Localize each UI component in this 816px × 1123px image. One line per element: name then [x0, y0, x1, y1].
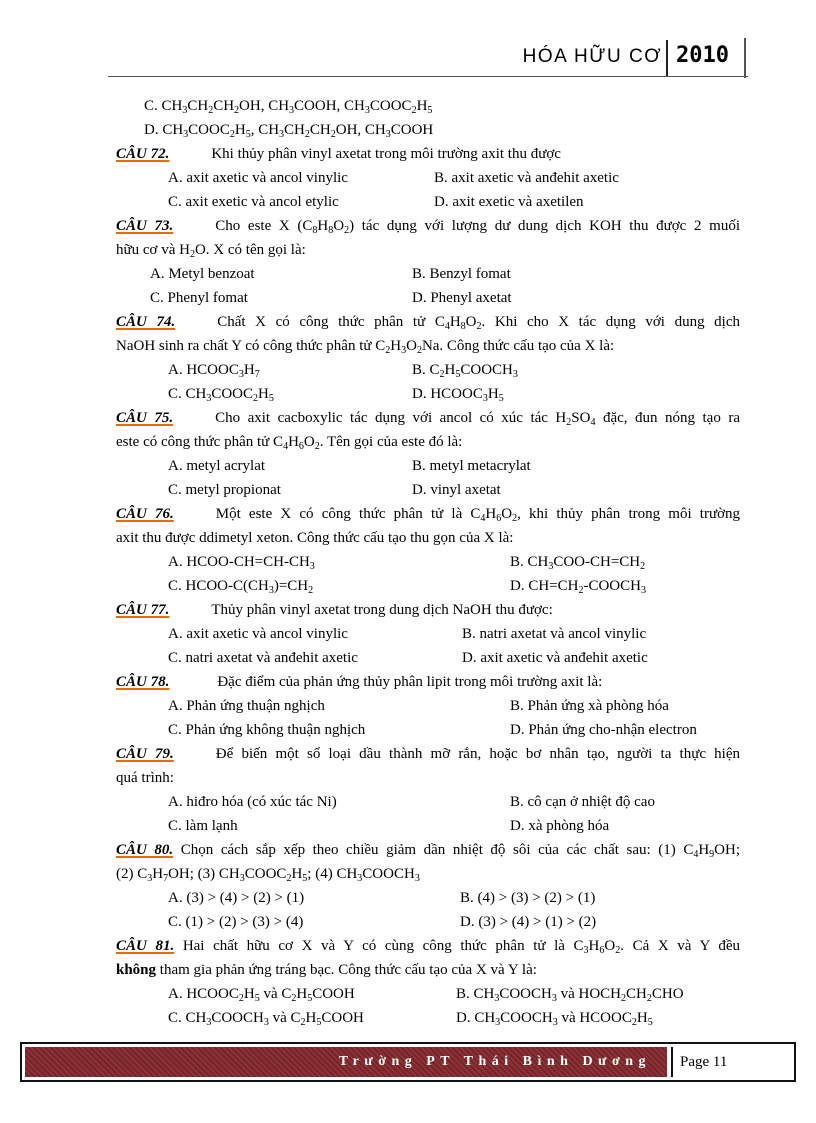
- option-d: D. vinyl axetat: [412, 482, 501, 498]
- options-row: [116, 718, 740, 742]
- question-label: CÂU 80.: [116, 842, 174, 858]
- option-c: C. natri axetat và anđehit axetic: [168, 650, 358, 666]
- header-year: 2010: [676, 43, 729, 68]
- options-row: [116, 694, 740, 718]
- question-74: [116, 310, 740, 334]
- option-c: C. HCOO-$C(CH_3)=CH_2$: [168, 578, 314, 596]
- option-d: D. Phản ứng cho-nhận electron: [510, 722, 697, 738]
- option-d: D. axit exetic và axetilen: [434, 194, 584, 210]
- footer-band: [25, 1047, 667, 1077]
- option-b: B. $CH_3COO-CH=CH_2$: [510, 554, 646, 572]
- option-d: D. $CH=CH_2-COOCH_3$: [510, 578, 646, 596]
- options-row: [116, 454, 740, 478]
- option-c: C. metyl propionat: [168, 482, 281, 498]
- question-stem-cont: hữu cơ và $H_2O$. X có tên gọi là:: [116, 242, 306, 260]
- question-label: CÂU 76.: [116, 506, 174, 522]
- prev-option-d: D. $CH_3COOC_2H_5$, $CH_3CH_2CH_2OH$, $CH_3COOH$: [144, 122, 434, 140]
- question-list: [116, 94, 740, 1030]
- footer-school: Trường PT Thái Bình Dương: [338, 1054, 651, 1069]
- option-b: B. (4) > (3) > (2) > (1): [460, 890, 596, 906]
- question-stem-cont: [116, 958, 740, 982]
- question-stem: Chọn cách sắp xếp theo chiều giảm dần nhiệt độ sôi của các chất sau: (1) $C_4H_9OH$;: [180, 842, 741, 860]
- question-label: CÂU 72.: [116, 146, 170, 162]
- question-label: CÂU 79.: [116, 746, 174, 762]
- page-footer: [20, 1042, 796, 1082]
- option-a: A. $HCOOC_3H_7$: [168, 362, 260, 380]
- option-a: A. $HCOOC_2H_5$ và $C_2H_5COOH$: [168, 986, 355, 1004]
- options-row: [116, 790, 740, 814]
- options-row: [116, 382, 740, 406]
- question-stem-cont: axit thu được ddimetyl xeton. Công thức cấu tạo thu gọn của X là:: [116, 530, 514, 546]
- options-row: [116, 574, 740, 598]
- question-81: [116, 934, 740, 958]
- option-b: B. axit axetic và anđehit axetic: [434, 170, 619, 186]
- option-d: D. xà phòng hóa: [510, 818, 610, 834]
- header-separator: [666, 40, 668, 76]
- options-row: [116, 1006, 740, 1030]
- question-77: [116, 598, 740, 622]
- question-76: [116, 502, 740, 526]
- option-a: A. metyl acrylat: [168, 458, 266, 474]
- option-c: C. (1) > (2) > (3) > (4): [168, 914, 304, 930]
- question-label: CÂU 77.: [116, 602, 170, 618]
- header-subject: HÓA HỮU CƠ: [522, 46, 662, 67]
- footer-separator: [671, 1047, 673, 1077]
- question-72: [116, 142, 740, 166]
- question-stem: Để biến một số loại dầu thành mỡ rắn, hoặc bơ nhân tạo, người ta thực hiện: [215, 746, 741, 762]
- options-row: [116, 646, 740, 670]
- question-stem-cont: quá trình:: [116, 770, 174, 786]
- option-b: B. Benzyl fomat: [412, 266, 511, 282]
- options-row: [116, 814, 740, 838]
- options-row: [116, 166, 740, 190]
- option-d: D. $HCOOC_3H_5$: [412, 386, 504, 404]
- question-stem: Hai chất hữu cơ X và Y có cùng công thức phân tử là $C_3H_6O_2$. Cả X và Y đều: [182, 938, 741, 956]
- option-c: C. $CH_3COOC_2H_5$: [168, 386, 274, 404]
- question-emphasis: không: [116, 962, 157, 978]
- option-c: C. Phenyl fomat: [150, 290, 248, 306]
- question-73: [116, 214, 740, 238]
- question-75: [116, 406, 740, 430]
- option-a: A. (3) > (4) > (2) > (1): [168, 890, 305, 906]
- prev-option-c: C. $CH_3CH_2CH_2OH$, $CH_3COOH$, $CH_3COOC_2H_5$: [144, 98, 433, 116]
- question-stem-rest: tham gia phản ứng tráng bạc. Công thức cấu tạo của X và Y là:: [159, 962, 537, 978]
- question-stem: Cho axit cacboxylic tác dụng với ancol có xúc tác $H_2SO_4$ đặc, đun nóng tạo ra: [215, 410, 740, 428]
- options-row: [116, 550, 740, 574]
- option-b: B. cô cạn ở nhiệt độ cao: [510, 794, 655, 810]
- question-stem: Đặc điểm của phản ứng thủy phân lipit trong môi trường axit là:: [217, 674, 603, 690]
- question-stem-cont: este có công thức phân tử $C_4H_6O_2$. Tên gọi của este đó là:: [116, 434, 463, 452]
- question-80: [116, 838, 740, 862]
- header-rule: [108, 76, 748, 77]
- question-stem-cont: NaOH sinh ra chất Y có công thức phân tử $C_2H_3O_2Na$. Công thức cấu tạo của X là:: [116, 338, 615, 356]
- options-row: [116, 982, 740, 1006]
- option-b: B. Phản ứng xà phòng hóa: [510, 698, 669, 714]
- question-label: CÂU 75.: [116, 410, 174, 426]
- option-a: A. axit axetic và ancol vinylic: [168, 626, 348, 642]
- question-label: CÂU 74.: [116, 314, 176, 330]
- option-b: B. $C_2H_5COOCH_3$: [412, 362, 518, 380]
- page-number: Page 11: [680, 1054, 728, 1070]
- options-row: [116, 478, 740, 502]
- options-row: [116, 910, 740, 934]
- option-a: A. hiđro hóa (có xúc tác Ni): [168, 794, 337, 810]
- question-label: CÂU 81.: [116, 938, 175, 954]
- question-79: [116, 742, 740, 766]
- option-b: B. metyl metacrylat: [412, 458, 531, 474]
- option-d: D. axit axetic và anđehit axetic: [462, 650, 648, 666]
- options-row: [116, 262, 740, 286]
- option-c: C. axit exetic và ancol etylic: [168, 194, 339, 210]
- question-stem: Một este X có công thức phân tử là $C_4H_6O_2$, khi thủy phân trong môi trường: [215, 506, 741, 524]
- option-d: D. $CH_3COOCH_3$ và $HCOOC_2H_5$: [456, 1010, 653, 1028]
- option-c: C. làm lạnh: [168, 818, 238, 834]
- question-78: [116, 670, 740, 694]
- options-row: [116, 886, 740, 910]
- option-d: D. (3) > (4) > (1) > (2): [460, 914, 597, 930]
- question-label: CÂU 78.: [116, 674, 170, 690]
- options-row: [116, 358, 740, 382]
- options-row: [116, 622, 740, 646]
- option-c: C. $CH_3COOCH_3$ và $C_2H_5COOH$: [168, 1010, 364, 1028]
- question-stem-cont: (2) $C_3H_7OH$; (3) $CH_3COOC_2H_5$; (4) $CH_3COOCH_3$: [116, 866, 420, 884]
- option-a: A. axit axetic và ancol vinylic: [168, 170, 348, 186]
- option-a: A. Metyl benzoat: [150, 266, 255, 282]
- header-right-rule: [744, 38, 746, 78]
- option-a: A. HCOO-$CH=CH-CH_3$: [168, 554, 315, 572]
- question-stem: Chất X có công thức phân tử $C_4H_8O_2$. Khi cho X tác dụng với dung dịch: [217, 314, 740, 332]
- question-stem: Cho este X $(C_8H_8O_2)$ tác dụng với lượng dư dung dịch KOH thu được 2 muối: [215, 218, 740, 236]
- options-row: [116, 286, 740, 310]
- page-header: [508, 38, 744, 78]
- option-d: D. Phenyl axetat: [412, 290, 512, 306]
- option-b: B. natri axetat và ancol vinylic: [462, 626, 647, 642]
- options-row: [116, 190, 740, 214]
- question-label: CÂU 73.: [116, 218, 174, 234]
- option-a: A. Phản ứng thuận nghịch: [168, 698, 325, 714]
- option-c: C. Phản ứng không thuận nghịch: [168, 722, 366, 738]
- question-stem: Thủy phân vinyl axetat trong dung dịch NaOH thu được:: [211, 602, 553, 618]
- question-stem: Khi thủy phân vinyl axetat trong môi trường axit thu được: [211, 146, 561, 162]
- option-b: B. $CH_3COOCH_3$ và $HOCH_2CH_2CHO$: [456, 986, 684, 1004]
